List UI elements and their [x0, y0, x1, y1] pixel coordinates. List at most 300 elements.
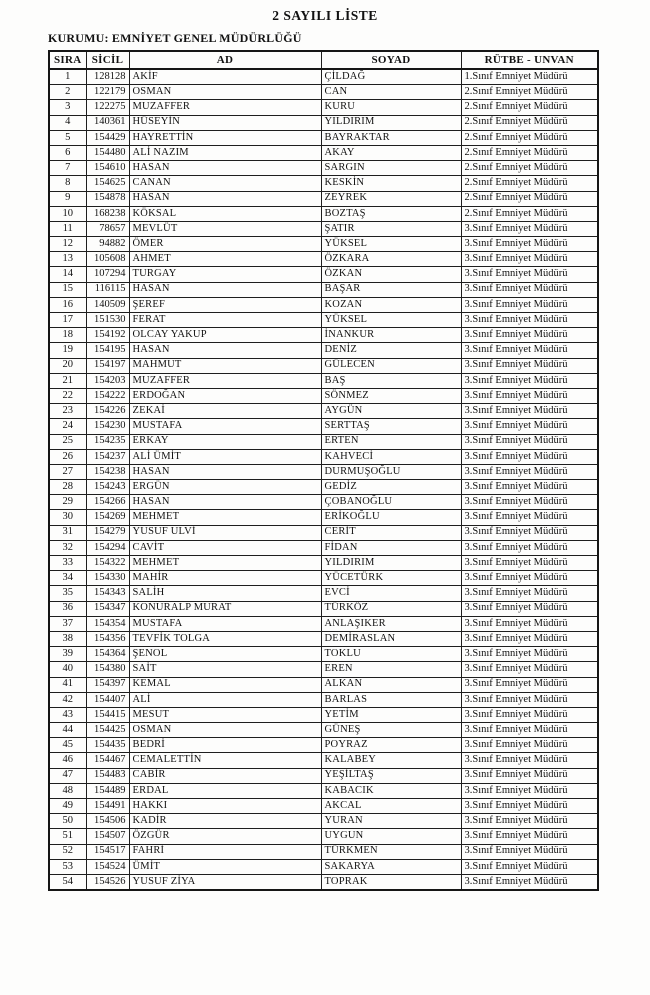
cell-sira: 5 — [49, 130, 86, 145]
cell-rutbe: 3.Sınıf Emniyet Müdürü — [461, 859, 598, 874]
cell-soyad: AKAY — [321, 145, 461, 160]
cell-ad: HASAN — [129, 282, 321, 297]
cell-sira: 27 — [49, 464, 86, 479]
cell-sira: 26 — [49, 449, 86, 464]
cell-ad: CAVİT — [129, 540, 321, 555]
cell-sira: 53 — [49, 859, 86, 874]
table-row — [49, 692, 598, 707]
cell-ad: KEMAL — [129, 677, 321, 692]
cell-soyad: CERİT — [321, 525, 461, 540]
cell-rutbe: 3.Sınıf Emniyet Müdürü — [461, 616, 598, 631]
cell-rutbe: 2.Sınıf Emniyet Müdürü — [461, 130, 598, 145]
cell-rutbe: 3.Sınıf Emniyet Müdürü — [461, 677, 598, 692]
table-row — [49, 206, 598, 221]
cell-rutbe: 3.Sınıf Emniyet Müdürü — [461, 844, 598, 859]
cell-sira: 49 — [49, 799, 86, 814]
cell-sicil: 154524 — [86, 859, 129, 874]
cell-ad: CANAN — [129, 176, 321, 191]
table-row — [49, 556, 598, 571]
cell-rutbe: 2.Sınıf Emniyet Müdürü — [461, 145, 598, 160]
cell-sicil: 122275 — [86, 100, 129, 115]
cell-sicil: 154489 — [86, 783, 129, 798]
cell-sicil: 154203 — [86, 373, 129, 388]
cell-soyad: FİDAN — [321, 540, 461, 555]
cell-rutbe: 3.Sınıf Emniyet Müdürü — [461, 556, 598, 571]
table-row — [49, 282, 598, 297]
cell-sicil: 151530 — [86, 313, 129, 328]
table-row — [49, 753, 598, 768]
cell-ad: AKİF — [129, 69, 321, 85]
table-row — [49, 799, 598, 814]
cell-sira: 43 — [49, 707, 86, 722]
cell-sicil: 168238 — [86, 206, 129, 221]
cell-sicil: 107294 — [86, 267, 129, 282]
cell-soyad: KOZAN — [321, 297, 461, 312]
cell-soyad: BAŞ — [321, 373, 461, 388]
table-row — [49, 601, 598, 616]
cell-sicil: 154235 — [86, 434, 129, 449]
table-row — [49, 434, 598, 449]
cell-soyad: YÜCETÜRK — [321, 571, 461, 586]
cell-rutbe: 1.Sınıf Emniyet Müdürü — [461, 69, 598, 85]
cell-soyad: UYGUN — [321, 829, 461, 844]
cell-sicil: 154230 — [86, 419, 129, 434]
table-row — [49, 404, 598, 419]
cell-sicil: 154467 — [86, 753, 129, 768]
cell-sicil: 154517 — [86, 844, 129, 859]
cell-soyad: DEMİRASLAN — [321, 631, 461, 646]
cell-rutbe: 3.Sınıf Emniyet Müdürü — [461, 388, 598, 403]
cell-sicil: 78657 — [86, 221, 129, 236]
table-row — [49, 707, 598, 722]
cell-soyad: TOPRAK — [321, 874, 461, 890]
table-row — [49, 829, 598, 844]
cell-sira: 34 — [49, 571, 86, 586]
cell-ad: HASAN — [129, 495, 321, 510]
institution-line: KURUMU: EMNİYET GENEL MÜDÜRLÜĞÜ — [48, 31, 302, 45]
cell-sira: 6 — [49, 145, 86, 160]
cell-rutbe: 3.Sınıf Emniyet Müdürü — [461, 510, 598, 525]
cell-sira: 24 — [49, 419, 86, 434]
personnel-table — [48, 50, 599, 891]
cell-sicil: 154354 — [86, 616, 129, 631]
cell-soyad: GÜNEŞ — [321, 723, 461, 738]
cell-sicil: 154491 — [86, 799, 129, 814]
cell-rutbe: 3.Sınıf Emniyet Müdürü — [461, 586, 598, 601]
cell-sicil: 154415 — [86, 707, 129, 722]
cell-rutbe: 3.Sınıf Emniyet Müdürü — [461, 328, 598, 343]
cell-soyad: SÖNMEZ — [321, 388, 461, 403]
table-row — [49, 176, 598, 191]
cell-sira: 3 — [49, 100, 86, 115]
column-header-rutbe: RÜTBE - UNVAN — [461, 51, 598, 69]
cell-soyad: SARGIN — [321, 161, 461, 176]
cell-sira: 4 — [49, 115, 86, 130]
cell-rutbe: 2.Sınıf Emniyet Müdürü — [461, 191, 598, 206]
cell-soyad: KABACIK — [321, 783, 461, 798]
table-row — [49, 859, 598, 874]
cell-soyad: TÜRKMEN — [321, 844, 461, 859]
table-row — [49, 373, 598, 388]
cell-sicil: 154878 — [86, 191, 129, 206]
cell-ad: OSMAN — [129, 85, 321, 100]
cell-soyad: YURAN — [321, 814, 461, 829]
cell-rutbe: 3.Sınıf Emniyet Müdürü — [461, 449, 598, 464]
cell-ad: MEHMET — [129, 510, 321, 525]
cell-ad: ÖMER — [129, 237, 321, 252]
cell-sira: 31 — [49, 525, 86, 540]
table-row — [49, 297, 598, 312]
cell-soyad: EVCİ — [321, 586, 461, 601]
cell-ad: TURGAY — [129, 267, 321, 282]
cell-sira: 37 — [49, 616, 86, 631]
cell-sira: 28 — [49, 480, 86, 495]
cell-soyad: CAN — [321, 85, 461, 100]
cell-sicil: 154226 — [86, 404, 129, 419]
cell-rutbe: 3.Sınıf Emniyet Müdürü — [461, 419, 598, 434]
cell-rutbe: 3.Sınıf Emniyet Müdürü — [461, 723, 598, 738]
cell-rutbe: 3.Sınıf Emniyet Müdürü — [461, 267, 598, 282]
table-row — [49, 85, 598, 100]
cell-ad: MUZAFFER — [129, 373, 321, 388]
cell-sicil: 154483 — [86, 768, 129, 783]
table-row — [49, 738, 598, 753]
cell-sicil: 140361 — [86, 115, 129, 130]
cell-sira: 52 — [49, 844, 86, 859]
cell-soyad: GEDİZ — [321, 480, 461, 495]
table-row — [49, 814, 598, 829]
cell-sicil: 154266 — [86, 495, 129, 510]
cell-soyad: İNANKUR — [321, 328, 461, 343]
cell-ad: MEVLÜT — [129, 221, 321, 236]
cell-ad: MAHİR — [129, 571, 321, 586]
cell-rutbe: 3.Sınıf Emniyet Müdürü — [461, 753, 598, 768]
table-row — [49, 419, 598, 434]
table-row — [49, 525, 598, 540]
cell-sira: 17 — [49, 313, 86, 328]
column-header-soyad: SOYAD — [321, 51, 461, 69]
cell-rutbe: 2.Sınıf Emniyet Müdürü — [461, 115, 598, 130]
cell-rutbe: 2.Sınıf Emniyet Müdürü — [461, 206, 598, 221]
cell-rutbe: 3.Sınıf Emniyet Müdürü — [461, 540, 598, 555]
cell-soyad: YILDIRIM — [321, 115, 461, 130]
cell-soyad: BAŞAR — [321, 282, 461, 297]
table-body — [49, 69, 598, 890]
cell-soyad: AKCAL — [321, 799, 461, 814]
cell-soyad: ERTEN — [321, 434, 461, 449]
cell-ad: HAYRETTİN — [129, 130, 321, 145]
cell-ad: HASAN — [129, 464, 321, 479]
cell-ad: MUZAFFER — [129, 100, 321, 115]
cell-ad: TEVFİK TOLGA — [129, 631, 321, 646]
cell-rutbe: 3.Sınıf Emniyet Müdürü — [461, 495, 598, 510]
table-row — [49, 495, 598, 510]
cell-sicil: 154195 — [86, 343, 129, 358]
cell-sira: 41 — [49, 677, 86, 692]
cell-sicil: 154526 — [86, 874, 129, 890]
cell-sira: 32 — [49, 540, 86, 555]
cell-sira: 48 — [49, 783, 86, 798]
cell-rutbe: 3.Sınıf Emniyet Müdürü — [461, 404, 598, 419]
cell-ad: FERAT — [129, 313, 321, 328]
cell-soyad: YÜKSEL — [321, 313, 461, 328]
cell-rutbe: 3.Sınıf Emniyet Müdürü — [461, 525, 598, 540]
cell-sicil: 154407 — [86, 692, 129, 707]
cell-ad: YUSUF ZİYA — [129, 874, 321, 890]
cell-sira: 14 — [49, 267, 86, 282]
cell-soyad: TÜRKÖZ — [321, 601, 461, 616]
cell-soyad: BAYRAKTAR — [321, 130, 461, 145]
table-row — [49, 571, 598, 586]
cell-rutbe: 3.Sınıf Emniyet Müdürü — [461, 601, 598, 616]
cell-sicil: 154237 — [86, 449, 129, 464]
table-row — [49, 237, 598, 252]
cell-soyad: ALKAN — [321, 677, 461, 692]
cell-sicil: 154429 — [86, 130, 129, 145]
table-header-row — [49, 51, 598, 69]
cell-soyad: YILDIRIM — [321, 556, 461, 571]
cell-rutbe: 3.Sınıf Emniyet Müdürü — [461, 799, 598, 814]
cell-sicil: 154192 — [86, 328, 129, 343]
cell-rutbe: 3.Sınıf Emniyet Müdürü — [461, 692, 598, 707]
cell-soyad: DENİZ — [321, 343, 461, 358]
cell-ad: ALİ NAZIM — [129, 145, 321, 160]
cell-sicil: 122179 — [86, 85, 129, 100]
cell-ad: ÖZGÜR — [129, 829, 321, 844]
cell-sira: 20 — [49, 358, 86, 373]
cell-ad: MUSTAFA — [129, 616, 321, 631]
cell-ad: AHMET — [129, 252, 321, 267]
cell-sira: 44 — [49, 723, 86, 738]
table-row — [49, 783, 598, 798]
cell-soyad: ŞATIR — [321, 221, 461, 236]
cell-ad: ALİ ÜMİT — [129, 449, 321, 464]
cell-rutbe: 3.Sınıf Emniyet Müdürü — [461, 297, 598, 312]
cell-sicil: 154330 — [86, 571, 129, 586]
cell-sira: 39 — [49, 647, 86, 662]
cell-sicil: 154480 — [86, 145, 129, 160]
cell-ad: HÜSEYİN — [129, 115, 321, 130]
table-row — [49, 844, 598, 859]
cell-soyad: ÖZKARA — [321, 252, 461, 267]
cell-sira: 11 — [49, 221, 86, 236]
table-row — [49, 616, 598, 631]
cell-soyad: ÖZKAN — [321, 267, 461, 282]
cell-ad: SAİT — [129, 662, 321, 677]
cell-sicil: 105608 — [86, 252, 129, 267]
cell-rutbe: 2.Sınıf Emniyet Müdürü — [461, 100, 598, 115]
table-row — [49, 358, 598, 373]
cell-sira: 45 — [49, 738, 86, 753]
table-row — [49, 191, 598, 206]
cell-sira: 16 — [49, 297, 86, 312]
cell-soyad: KESKİN — [321, 176, 461, 191]
table-row — [49, 662, 598, 677]
cell-sicil: 154364 — [86, 647, 129, 662]
cell-sira: 22 — [49, 388, 86, 403]
cell-rutbe: 3.Sınıf Emniyet Müdürü — [461, 814, 598, 829]
table-row — [49, 874, 598, 890]
cell-sira: 9 — [49, 191, 86, 206]
cell-rutbe: 3.Sınıf Emniyet Müdürü — [461, 282, 598, 297]
cell-ad: MEHMET — [129, 556, 321, 571]
cell-soyad: TOKLU — [321, 647, 461, 662]
cell-soyad: YÜKSEL — [321, 237, 461, 252]
cell-rutbe: 3.Sınıf Emniyet Müdürü — [461, 252, 598, 267]
cell-rutbe: 3.Sınıf Emniyet Müdürü — [461, 662, 598, 677]
cell-soyad: ÇİLDAĞ — [321, 69, 461, 85]
cell-sicil: 154610 — [86, 161, 129, 176]
cell-soyad: SERTTAŞ — [321, 419, 461, 434]
cell-rutbe: 3.Sınıf Emniyet Müdürü — [461, 237, 598, 252]
table-row — [49, 480, 598, 495]
cell-soyad: ERİKOĞLU — [321, 510, 461, 525]
cell-soyad: ANLAŞIKER — [321, 616, 461, 631]
cell-ad: KÖKSAL — [129, 206, 321, 221]
cell-rutbe: 3.Sınıf Emniyet Müdürü — [461, 373, 598, 388]
cell-rutbe: 3.Sınıf Emniyet Müdürü — [461, 221, 598, 236]
table-row — [49, 221, 598, 236]
cell-sira: 2 — [49, 85, 86, 100]
table-row — [49, 388, 598, 403]
column-header-ad: AD — [129, 51, 321, 69]
cell-rutbe: 2.Sınıf Emniyet Müdürü — [461, 176, 598, 191]
table-row — [49, 510, 598, 525]
table-row — [49, 540, 598, 555]
cell-rutbe: 2.Sınıf Emniyet Müdürü — [461, 85, 598, 100]
cell-sira: 54 — [49, 874, 86, 890]
cell-soyad: BARLAS — [321, 692, 461, 707]
table-row — [49, 115, 598, 130]
cell-rutbe: 3.Sınıf Emniyet Müdürü — [461, 571, 598, 586]
cell-ad: ŞENOL — [129, 647, 321, 662]
cell-rutbe: 3.Sınıf Emniyet Müdürü — [461, 738, 598, 753]
cell-sicil: 154197 — [86, 358, 129, 373]
table-row — [49, 100, 598, 115]
cell-sicil: 154243 — [86, 480, 129, 495]
cell-sira: 7 — [49, 161, 86, 176]
table-row — [49, 449, 598, 464]
cell-ad: SALİH — [129, 586, 321, 601]
cell-soyad: YETİM — [321, 707, 461, 722]
cell-sira: 13 — [49, 252, 86, 267]
table-row — [49, 343, 598, 358]
table-row — [49, 145, 598, 160]
cell-ad: ŞEREF — [129, 297, 321, 312]
cell-ad: MUSTAFA — [129, 419, 321, 434]
cell-rutbe: 2.Sınıf Emniyet Müdürü — [461, 161, 598, 176]
column-header-sicil: SİCİL — [86, 51, 129, 69]
cell-ad: ERDOĞAN — [129, 388, 321, 403]
cell-sira: 10 — [49, 206, 86, 221]
cell-soyad: EREN — [321, 662, 461, 677]
cell-sicil: 94882 — [86, 237, 129, 252]
cell-sira: 1 — [49, 69, 86, 85]
cell-ad: OSMAN — [129, 723, 321, 738]
cell-ad: MAHMUT — [129, 358, 321, 373]
column-header-sira: SIRA — [49, 51, 86, 69]
table-row — [49, 586, 598, 601]
cell-sira: 25 — [49, 434, 86, 449]
cell-soyad: YEŞİLTAŞ — [321, 768, 461, 783]
cell-sira: 33 — [49, 556, 86, 571]
table-row — [49, 252, 598, 267]
cell-sicil: 154269 — [86, 510, 129, 525]
cell-rutbe: 3.Sınıf Emniyet Müdürü — [461, 631, 598, 646]
cell-ad: HASAN — [129, 191, 321, 206]
table-row — [49, 677, 598, 692]
cell-sira: 40 — [49, 662, 86, 677]
cell-sicil: 140509 — [86, 297, 129, 312]
table-row — [49, 161, 598, 176]
cell-sicil: 154506 — [86, 814, 129, 829]
cell-sicil: 154435 — [86, 738, 129, 753]
cell-rutbe: 3.Sınıf Emniyet Müdürü — [461, 768, 598, 783]
cell-sicil: 154279 — [86, 525, 129, 540]
cell-rutbe: 3.Sınıf Emniyet Müdürü — [461, 874, 598, 890]
cell-rutbe: 3.Sınıf Emniyet Müdürü — [461, 343, 598, 358]
table-row — [49, 69, 598, 85]
cell-ad: OLCAY YAKUP — [129, 328, 321, 343]
cell-sicil: 154425 — [86, 723, 129, 738]
cell-soyad: KURU — [321, 100, 461, 115]
table-row — [49, 647, 598, 662]
cell-sira: 29 — [49, 495, 86, 510]
cell-soyad: POYRAZ — [321, 738, 461, 753]
cell-sira: 18 — [49, 328, 86, 343]
cell-ad: ÜMİT — [129, 859, 321, 874]
table-row — [49, 267, 598, 282]
cell-ad: KADİR — [129, 814, 321, 829]
cell-ad: ALİ — [129, 692, 321, 707]
cell-soyad: SAKARYA — [321, 859, 461, 874]
cell-soyad: KALABEY — [321, 753, 461, 768]
cell-ad: HASAN — [129, 161, 321, 176]
cell-sira: 12 — [49, 237, 86, 252]
cell-ad: HASAN — [129, 343, 321, 358]
cell-sira: 46 — [49, 753, 86, 768]
cell-rutbe: 3.Sınıf Emniyet Müdürü — [461, 464, 598, 479]
table-row — [49, 328, 598, 343]
cell-sira: 21 — [49, 373, 86, 388]
table-row — [49, 313, 598, 328]
cell-ad: ZEKAİ — [129, 404, 321, 419]
cell-sira: 36 — [49, 601, 86, 616]
cell-sira: 50 — [49, 814, 86, 829]
cell-ad: ERKAY — [129, 434, 321, 449]
table-row — [49, 130, 598, 145]
cell-ad: KONURALP MURAT — [129, 601, 321, 616]
cell-sira: 15 — [49, 282, 86, 297]
cell-ad: MESUT — [129, 707, 321, 722]
cell-sira: 30 — [49, 510, 86, 525]
cell-rutbe: 3.Sınıf Emniyet Müdürü — [461, 313, 598, 328]
cell-ad: YUSUF ULVİ — [129, 525, 321, 540]
cell-sicil: 154625 — [86, 176, 129, 191]
cell-sira: 8 — [49, 176, 86, 191]
cell-ad: CEMALETTİN — [129, 753, 321, 768]
cell-sicil: 154397 — [86, 677, 129, 692]
page-title: 2 SAYILI LİSTE — [272, 8, 378, 23]
cell-rutbe: 3.Sınıf Emniyet Müdürü — [461, 783, 598, 798]
cell-sira: 19 — [49, 343, 86, 358]
cell-sicil: 154507 — [86, 829, 129, 844]
cell-sicil: 154222 — [86, 388, 129, 403]
cell-sira: 51 — [49, 829, 86, 844]
cell-ad: BEDRİ — [129, 738, 321, 753]
cell-rutbe: 3.Sınıf Emniyet Müdürü — [461, 434, 598, 449]
cell-sira: 42 — [49, 692, 86, 707]
